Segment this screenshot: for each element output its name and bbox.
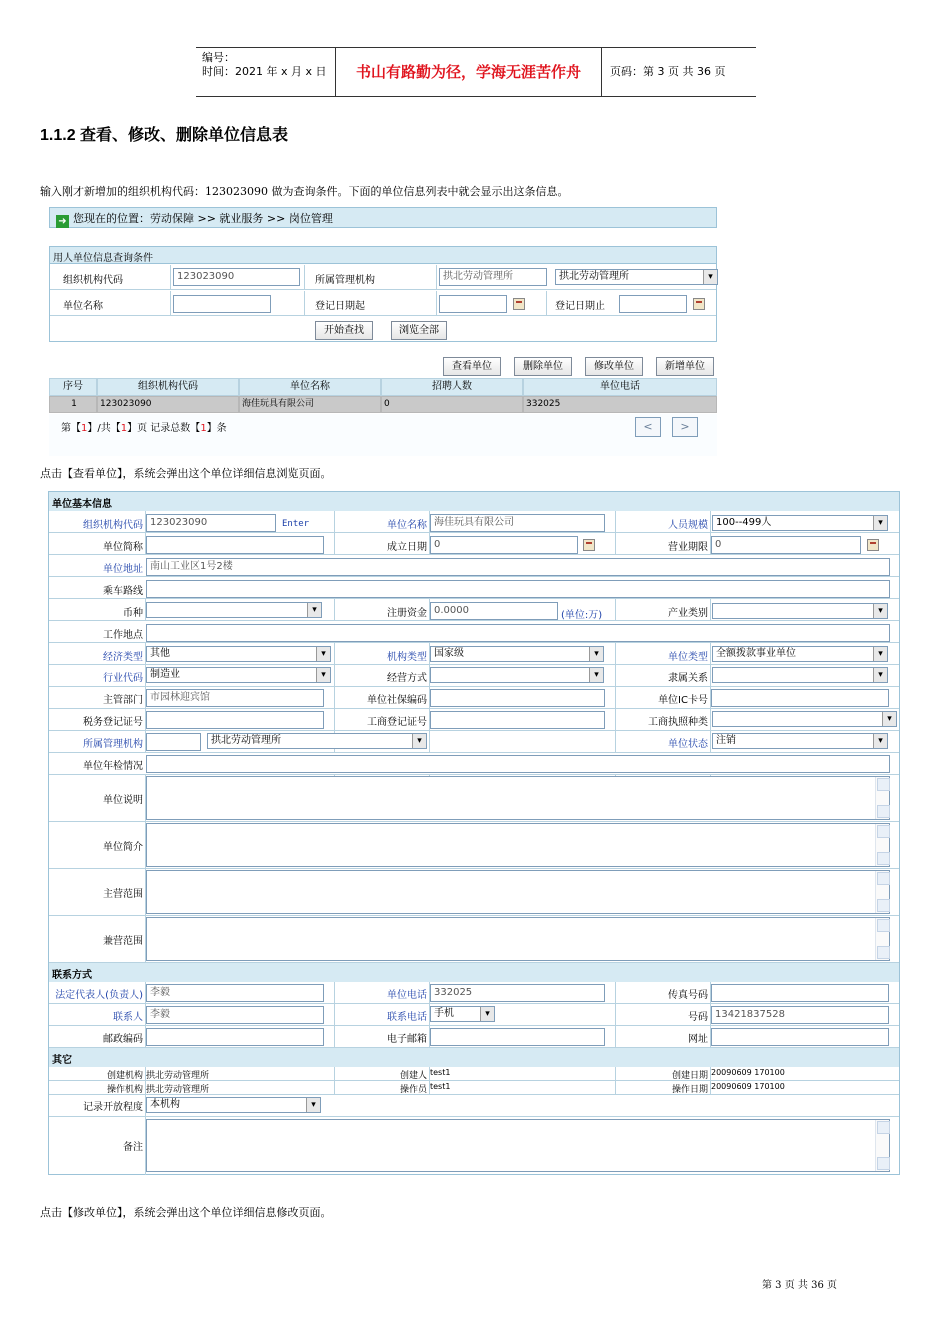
econ-type-select[interactable]: 其他 ▾ [146, 646, 331, 662]
side-scope-label: 兼营范围 [103, 936, 143, 947]
operator-value: test1 [430, 1082, 451, 1091]
remark-textarea[interactable] [146, 1119, 890, 1172]
contact-tel-label: 联系电话 [387, 1012, 427, 1023]
start-search-button[interactable]: 开始查找 [315, 321, 373, 340]
view-unit-button[interactable]: 查看单位 [443, 357, 501, 376]
social-code-field[interactable] [430, 689, 605, 707]
table-cell[interactable]: 海佳玩具有限公司 [239, 396, 381, 413]
section-contact: 联系方式 [49, 963, 899, 982]
unit-detail-form [48, 491, 900, 1175]
header-page-number: 页码：第 3 页 共 36 页 [610, 65, 726, 78]
op-org-label: 操作机构 [106, 1085, 143, 1095]
table-cell[interactable]: 1 [49, 396, 97, 413]
pager-info: 第【1】/共【1】页 记录总数【1】条 [61, 423, 227, 434]
table-header[interactable]: 单位电话 [523, 378, 717, 396]
biz-mode-label: 经营方式 [387, 673, 427, 684]
mgmt-org-label: 所属管理机构 [83, 739, 143, 750]
calendar-icon[interactable] [867, 539, 879, 551]
browse-all-button[interactable]: 浏览全部 [391, 321, 447, 340]
calendar-icon[interactable] [513, 298, 525, 310]
affiliation-select[interactable] [712, 667, 888, 683]
setup-date-field[interactable]: 0 [430, 536, 578, 554]
modify-unit-button[interactable]: 修改单位 [585, 357, 643, 376]
org-code-label: 组织机构代码 [63, 275, 123, 286]
legal-rep-label: 法定代表人(负责人) [55, 990, 143, 1001]
unit-type-select[interactable]: 全额拨款事业单位 ▾ [712, 646, 888, 662]
side-scope-textarea[interactable] [146, 917, 890, 961]
capital-unit: (单位:万) [561, 610, 603, 621]
industry-code-label: 行业代码 [103, 673, 143, 684]
paragraph-1: 输入刚才新增加的组织机构代码：123023090 做为查询条件。下面的单位信息列表中就会显示出这条信息。 [40, 185, 569, 198]
contact-label: 联系人 [113, 1012, 143, 1023]
pager [49, 414, 717, 456]
unit-tel-field[interactable]: 332025 [430, 984, 605, 1002]
add-unit-button[interactable]: 新增单位 [656, 357, 714, 376]
section-title: 1.1.2 查看、修改、删除单位信息表 [40, 127, 289, 144]
license-type-select[interactable] [712, 711, 897, 727]
table-header[interactable]: 招聘人数 [381, 378, 523, 396]
industry-label: 产业类别 [668, 608, 708, 619]
email-label: 电子邮箱 [387, 1034, 427, 1045]
org-code-label: 组织机构代码 [83, 520, 143, 531]
op-org-value: 拱北劳动管理所 [146, 1085, 210, 1095]
doc-number-label: 编号： [202, 51, 235, 64]
abbr-label: 单位简称 [103, 542, 143, 553]
biz-term-label: 营业期限 [668, 542, 708, 553]
op-date-label: 操作日期 [671, 1085, 708, 1095]
industry-code-select[interactable]: 制造业 ▾ [146, 667, 331, 683]
reg-start-label: 登记日期起 [315, 301, 365, 312]
op-date-value: 20090609 170100 [711, 1082, 785, 1091]
table-cell[interactable]: 123023090 [97, 396, 239, 413]
table-header[interactable]: 序号 [49, 378, 97, 396]
mgmt-org-label: 所属管理机构 [315, 275, 375, 286]
section-basic-info: 单位基本信息 [49, 492, 899, 511]
mgmt-org-input[interactable]: 拱北劳动管理所 [439, 268, 547, 286]
header-meta [196, 48, 336, 96]
affiliation-label: 隶属关系 [668, 673, 708, 684]
route-label: 乘车路线 [103, 586, 143, 597]
unit-name-label: 单位名称 [63, 301, 103, 312]
table-cell[interactable]: 0 [381, 396, 523, 413]
reg-end-label: 登记日期止 [555, 301, 605, 312]
unit-name-field[interactable]: 海佳玩具有限公司 [430, 514, 605, 532]
reg-end-input[interactable] [619, 295, 687, 313]
unit-status-select[interactable]: 注销 ▾ [712, 733, 888, 749]
creator-org-label: 创建机构 [106, 1071, 143, 1081]
calendar-icon[interactable] [693, 298, 705, 310]
zip-label: 邮政编码 [103, 1034, 143, 1045]
creator-value: test1 [430, 1068, 451, 1077]
work-place-field[interactable] [146, 624, 890, 642]
unit-status-label: 单位状态 [668, 739, 708, 750]
page-footer: 第 3 页 共 36 页 [762, 1280, 837, 1291]
website-label: 网址 [688, 1034, 708, 1045]
fax-field[interactable] [711, 984, 889, 1002]
org-code-field[interactable]: 123023090 [146, 514, 276, 532]
unit-intro-textarea[interactable] [146, 823, 890, 867]
creator-org-value: 拱北劳动管理所 [146, 1071, 210, 1081]
org-type-label: 机构类型 [387, 652, 427, 663]
license-type-label: 工商执照种类 [648, 717, 708, 728]
next-page-button[interactable]: > [672, 417, 698, 437]
unit-desc-label: 单位说明 [103, 795, 143, 806]
currency-label: 币种 [123, 608, 143, 619]
location-text: 您现在的位置：劳动保障 >> 就业服务 >> 岗位管理 [73, 212, 333, 225]
operator-label: 操作员 [399, 1085, 427, 1095]
location-bar [49, 207, 717, 228]
setup-date-label: 成立日期 [387, 542, 427, 553]
abbr-field[interactable] [146, 536, 324, 554]
org-type-select[interactable]: 国家级 ▾ [430, 646, 604, 662]
prev-page-button[interactable]: < [635, 417, 661, 437]
biz-reg-label: 工商登记证号 [367, 717, 427, 728]
scrollbar[interactable] [875, 918, 889, 960]
website-field[interactable] [711, 1028, 889, 1046]
unit-desc-textarea[interactable] [146, 776, 890, 820]
table-header[interactable]: 单位名称 [239, 378, 381, 396]
email-field[interactable] [430, 1028, 605, 1046]
doc-time: 时间：2021 年 x 月 x 日 [202, 65, 327, 78]
reg-start-input[interactable] [439, 295, 507, 313]
staff-scale-label: 人员规模 [668, 520, 708, 531]
create-date-label: 创建日期 [671, 1071, 708, 1081]
table-cell[interactable]: 332025 [523, 396, 717, 413]
biz-reg-field[interactable] [430, 711, 605, 729]
zip-field[interactable] [146, 1028, 324, 1046]
tax-reg-label: 税务登记证号 [83, 717, 143, 728]
tax-reg-field[interactable] [146, 711, 324, 729]
fax-label: 传真号码 [668, 990, 708, 1001]
supervisor-label: 主管部门 [103, 695, 143, 706]
number-field[interactable]: 13421837528 [711, 1006, 889, 1024]
unit-tel-label: 单位电话 [387, 990, 427, 1001]
staff-scale-select[interactable]: 100--499人 ▾ [712, 515, 888, 531]
annual-check-label: 单位年检情况 [83, 761, 143, 772]
org-code-input[interactable]: 123023090 [173, 268, 300, 286]
contact-field[interactable]: 李毅 [146, 1006, 324, 1024]
page-header [196, 47, 756, 97]
route-field[interactable] [146, 580, 890, 598]
ic-card-field[interactable] [711, 689, 889, 707]
biz-term-field[interactable]: 0 [711, 536, 861, 554]
annual-check-field[interactable] [146, 755, 890, 773]
unit-name-label: 单位名称 [387, 520, 427, 531]
open-level-label: 记录开放程度 [83, 1102, 143, 1113]
main-scope-label: 主营范围 [103, 889, 143, 900]
mgmt-org-code-field[interactable] [146, 733, 201, 751]
social-code-label: 单位社保编码 [367, 695, 427, 706]
section-other: 其它 [49, 1048, 899, 1067]
scrollbar[interactable] [875, 824, 889, 866]
creator-label: 创建人 [399, 1071, 427, 1081]
header-slogan: 书山有路勤为径，学海无涯苦作舟 [336, 48, 602, 96]
contact-tel-select[interactable]: 手机 ▾ [430, 1006, 495, 1022]
table-header[interactable]: 组织机构代码 [97, 378, 239, 396]
supervisor-field[interactable]: 市园林迎宾馆 [146, 689, 324, 707]
currency-select[interactable] [146, 602, 322, 618]
calendar-icon[interactable] [583, 539, 595, 551]
ic-card-label: 单位IC卡号 [658, 695, 708, 706]
scrollbar[interactable] [875, 871, 889, 913]
scrollbar[interactable] [875, 777, 889, 819]
unit-intro-label: 单位简介 [103, 842, 143, 853]
delete-unit-button[interactable]: 删除单位 [514, 357, 572, 376]
paragraph-3: 点击【修改单位】，系统会弹出这个单位详细信息修改页面。 [40, 1206, 332, 1219]
capital-label: 注册资金 [387, 608, 427, 619]
number-label: 号码 [688, 1012, 708, 1023]
econ-type-label: 经济类型 [103, 652, 143, 663]
remark-label: 备注 [123, 1142, 143, 1153]
search-panel [49, 246, 717, 342]
legal-rep-field[interactable]: 李毅 [146, 984, 324, 1002]
create-date-value: 20090609 170100 [711, 1068, 785, 1077]
search-row-2 [50, 291, 716, 316]
main-scope-textarea[interactable] [146, 870, 890, 914]
paragraph-2: 点击【查看单位】，系统会弹出这个单位详细信息浏览页面。 [40, 467, 332, 480]
capital-field[interactable]: 0.0000 [430, 602, 558, 620]
mgmt-org-select[interactable]: 拱北劳动管理所 ▾ [555, 269, 718, 285]
unit-type-label: 单位类型 [668, 652, 708, 663]
unit-name-input[interactable] [173, 295, 271, 313]
open-level-select[interactable]: 本机构 ▾ [146, 1097, 321, 1113]
search-row-1 [50, 265, 716, 290]
biz-mode-select[interactable] [430, 667, 604, 683]
search-panel-title: 用人单位信息查询条件 [50, 247, 716, 264]
scrollbar[interactable] [875, 1120, 889, 1171]
mgmt-org-select[interactable]: 拱北劳动管理所 ▾ [207, 733, 427, 749]
industry-select[interactable] [712, 603, 888, 619]
enter-link[interactable]: Enter [282, 519, 310, 529]
address-label: 单位地址 [103, 564, 143, 575]
work-place-label: 工作地点 [103, 630, 143, 641]
arrow-right-icon: ➜ [56, 215, 69, 228]
address-field[interactable]: 南山工业区1号2楼 [146, 558, 890, 576]
